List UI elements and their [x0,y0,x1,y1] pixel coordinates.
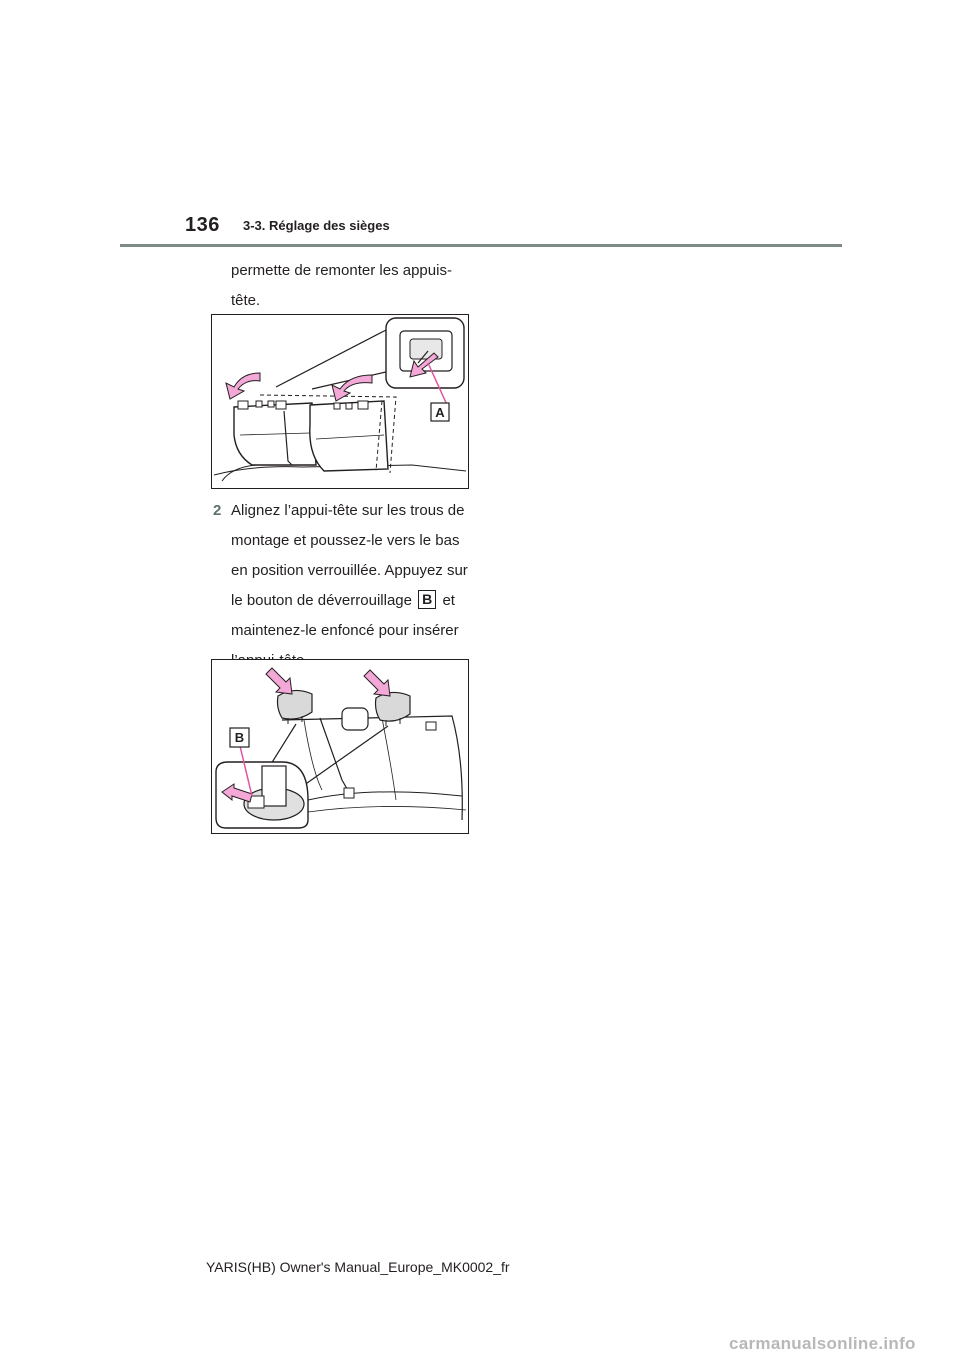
step-line: montage et poussez-le vers le bas [231,532,460,549]
step-line-text: et [442,592,455,609]
inline-label-b: B [418,590,436,609]
page-number: 136 [185,214,220,236]
lever-detail-inset [386,318,464,388]
step-text [231,496,476,676]
footer-manual-id: YARIS(HB) Owner's Manual_Europe_MK0002_fr [206,1259,510,1275]
watermark: carmanualsonline.info [729,1334,916,1353]
fold-arrow-icon [332,375,372,401]
header-divider [120,244,842,247]
step-line: en position verrouillée. Appuyez sur [231,562,468,579]
paragraph-line: permette de remonter les appuis- [231,262,452,279]
fold-arrow-icon [226,373,260,399]
headrest-right [376,692,411,726]
seatback-right [310,401,388,471]
figure-headrest-insertion [211,659,469,834]
step-line: Alignez l’appui-tête sur les trous de [231,502,465,519]
step-line: maintenez-le enfoncé pour insérer [231,622,459,639]
paragraph-line: tête. [231,292,261,309]
step-line-text: le bouton de déverrouillage [231,592,412,609]
figure-label-b: B [234,730,245,745]
step-line [231,586,476,616]
push-down-arrow-icon [266,668,292,694]
figure-label-a: A [435,405,445,420]
section-title: 3-3. Réglage des sièges [243,218,390,233]
figure-seat-release-lever [211,314,469,489]
paragraph-continuation [231,256,471,316]
step-number: 2 [213,502,222,519]
push-down-arrow-icon [364,670,390,696]
seatback-left [234,401,316,465]
